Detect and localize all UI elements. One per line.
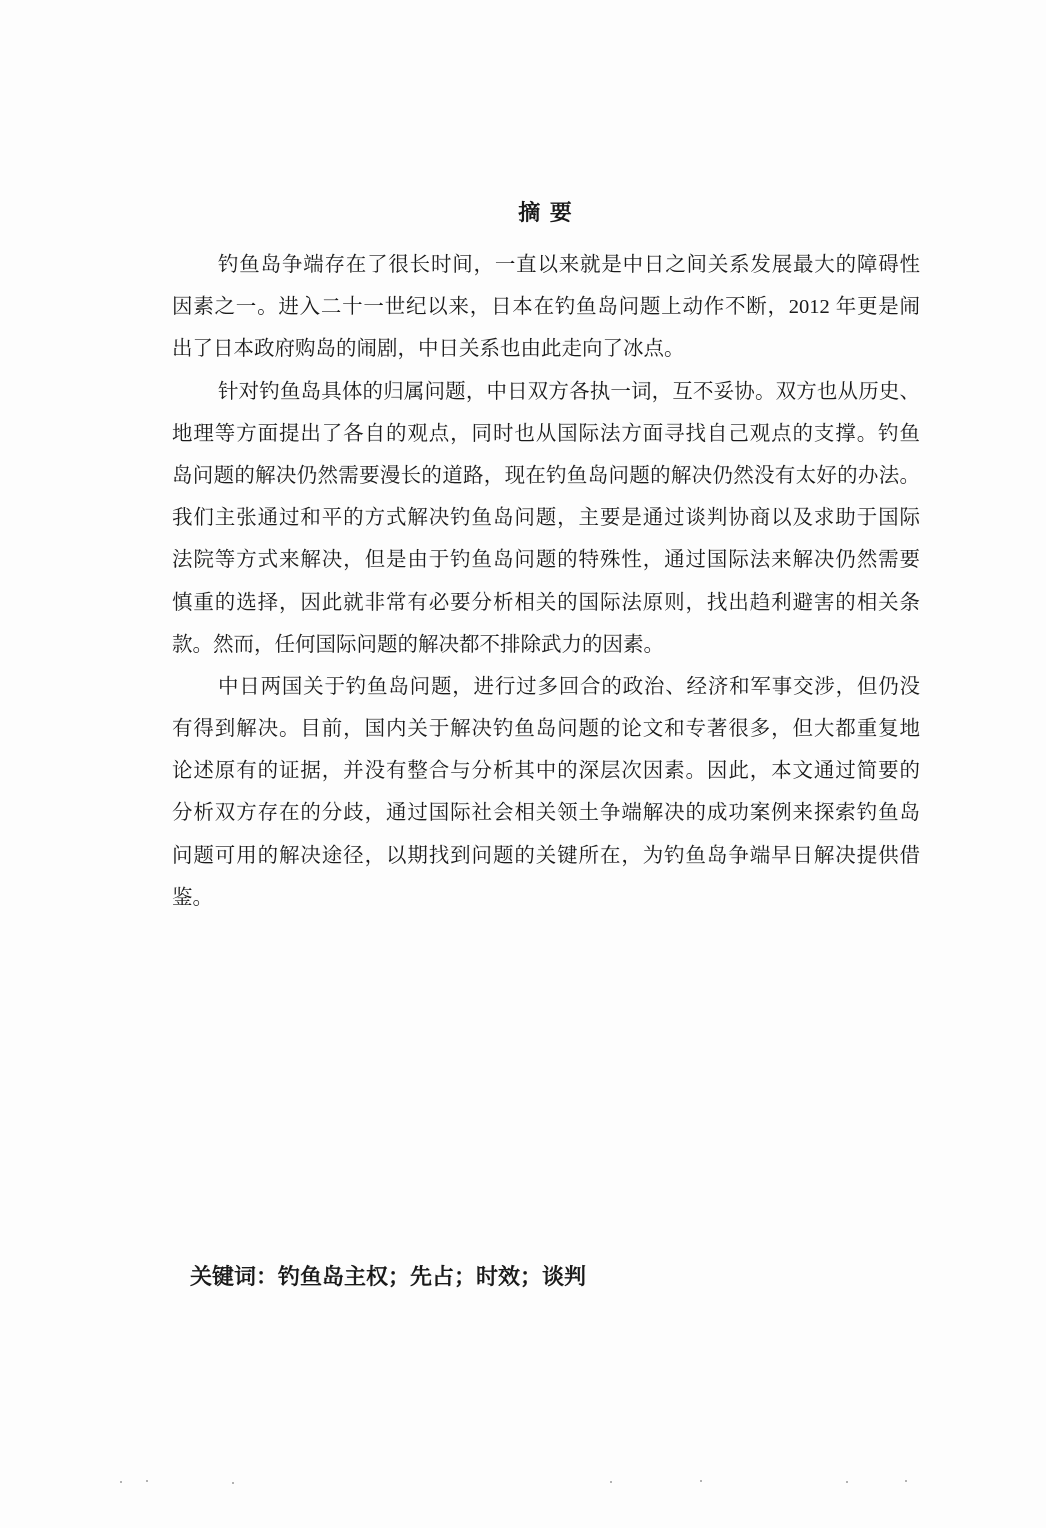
paragraph-3-line-3: 论述原有的证据，并没有整合与分析其中的深层次因素。因此，本文通过简要的 [172,760,920,783]
paragraph-3-line-1: 中日两国关于钓鱼岛问题，进行过多回合的政治、经济和军事交涉，但仍没 [218,675,920,698]
paragraph-2-line-2: 地理等方面提出了各自的观点，同时也从国际法方面寻找自己观点的支撑。钓鱼 [172,422,920,445]
keywords-terms: 钓鱼岛主权；先占；时效；谈判 [278,1264,587,1289]
paragraph-2-line-1: 针对钓鱼岛具体的归属问题，中日双方各执一词，互不妥协。双方也从历史、 [218,380,920,403]
paragraph-2-line-3: 岛问题的解决仍然需要漫长的道路，现在钓鱼岛问题的解决仍然没有太好的办法。 [172,464,920,487]
paragraph-2-line-7: 款。然而，任何国际问题的解决都不排除武力的因素。 [172,633,664,656]
paragraph-2-line-5: 法院等方式来解决，但是由于钓鱼岛问题的特殊性，通过国际法来解决仍然需要 [172,549,920,572]
paragraph-3-line-6: 鉴。 [172,886,213,909]
paragraph-2-line-6: 慎重的选择，因此就非常有必要分析相关的国际法原则，找出趋利避害的相关条 [172,591,920,614]
scan-artifact [232,1482,234,1484]
abstract-title: 摘 要 [518,200,574,225]
keywords-label: 关键词： [190,1264,279,1289]
paragraph-3-line-2: 有得到解决。目前，国内关于解决钓鱼岛问题的论文和专著很多，但大都重复地 [172,718,920,741]
paragraph-3-line-4: 分析双方存在的分歧，通过国际社会相关领土争端解决的成功案例来探索钓鱼岛 [172,802,920,825]
scan-artifact [120,1481,122,1483]
scan-artifact [146,1480,148,1482]
scan-artifact [700,1480,702,1482]
keywords-line [190,1260,586,1294]
paragraph-1-line-1: 钓鱼岛争端存在了很长时间，一直以来就是中日之间关系发展最大的障碍性 [218,254,920,276]
paragraph-3-line-5: 问题可用的解决途径，以期找到问题的关键所在，为钓鱼岛争端早日解决提供借 [172,844,920,867]
paragraph-2-line-4: 我们主张通过和平的方式解决钓鱼岛问题，主要是通过谈判协商以及求助于国际 [172,507,920,530]
paragraph-1-line-2: 因素之一。进入二十一世纪以来，日本在钓鱼岛问题上动作不断，2012 年更是闹 [172,296,920,319]
paragraph-1-line-3: 出了日本政府购岛的闹剧，中日关系也由此走向了冰点。 [172,338,685,361]
scan-artifact [610,1481,612,1483]
scan-artifact [905,1480,907,1482]
abstract-body [172,244,920,919]
scan-artifact [846,1481,848,1483]
